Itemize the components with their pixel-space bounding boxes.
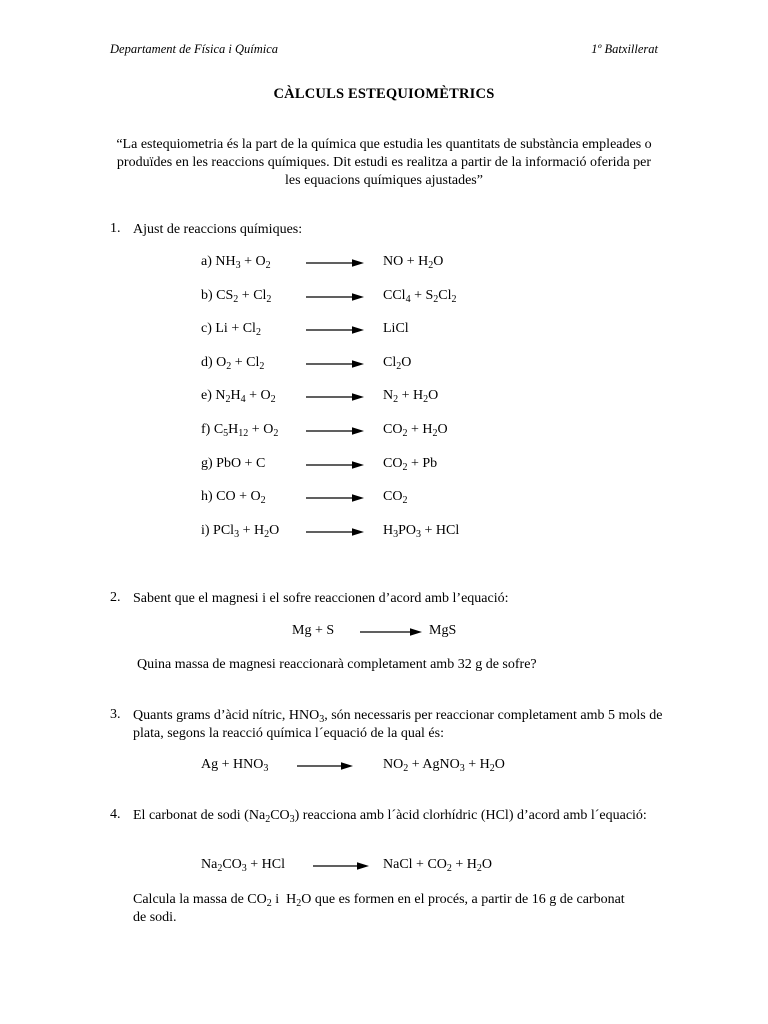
reaction-reactants: g) PbO + C — [201, 455, 266, 471]
reaction-arrow-icon — [313, 860, 369, 872]
question-3-number: 3. — [110, 707, 121, 722]
reaction-reactants: f) $C_5H_{12} + O_2$ — [201, 422, 279, 439]
question-1-text: Ajust de reaccions químiques: — [133, 222, 303, 237]
reaction-reactants: a) $NH_3 + O_2$ — [201, 254, 271, 271]
reaction-arrow-icon — [306, 526, 364, 538]
reaction-arrow-icon — [306, 391, 364, 403]
reaction-products: $CCl_4 + S_2Cl_2$ — [383, 287, 457, 305]
reaction-reactants: d) $O_2 + Cl_2$ — [201, 354, 265, 372]
header-department: Departament de Física i Química — [110, 42, 279, 56]
question-2-prompt: Quina massa de magnesi reaccionarà completament amb 32 g de sofre? — [137, 657, 537, 672]
equation-reactants: Mg + S — [292, 623, 335, 638]
question-4-number: 4. — [110, 807, 121, 822]
page-title: CÀLCULS ESTEQUIOMÈTRICS — [273, 86, 495, 102]
reaction-item — [201, 489, 521, 507]
reaction-arrow-icon — [297, 760, 353, 772]
reaction-item — [201, 456, 521, 474]
reaction-item — [201, 523, 521, 541]
reaction-item — [201, 321, 521, 339]
reaction-arrow-icon — [306, 291, 364, 303]
reaction-reactants: i) $PCl_3 + H_2O$ — [201, 522, 280, 540]
equation-reactants: $Ag + HNO_3$ — [201, 757, 269, 774]
question-2-equation — [292, 623, 492, 641]
reaction-arrow-icon — [306, 324, 364, 336]
equation-products: MgS — [429, 623, 457, 638]
reaction-products: LiCl — [383, 321, 409, 337]
equation-reactants: $Na_2CO_3$ + HCl — [201, 857, 286, 874]
reaction-products: $Cl_2O$ — [383, 354, 412, 372]
reaction-item — [201, 355, 521, 373]
reaction-products: $CO_2$ — [383, 489, 408, 507]
reaction-arrow-icon — [360, 626, 422, 638]
question-3-equation — [201, 757, 561, 775]
reaction-arrow-icon — [306, 459, 364, 471]
reaction-arrow-icon — [306, 492, 364, 504]
question-2-text: Sabent que el magnesi i el sofre reaccionen d’acord amb l’equació: — [133, 591, 509, 606]
reaction-products: $N_2 + H_2O$ — [383, 388, 439, 406]
header-course: 1º Batxillerat — [591, 42, 658, 56]
reaction-item — [201, 388, 521, 406]
reaction-item — [201, 254, 521, 272]
reaction-reactants: h) CO + $O_2$ — [201, 489, 266, 507]
reaction-products: $CO_2 + Pb$ — [383, 455, 438, 473]
reaction-reactants: c) $Li + Cl_2$ — [201, 321, 261, 339]
reaction-arrow-icon — [306, 257, 364, 269]
reaction-products: $CO_2 + H_2O$ — [383, 422, 448, 439]
question-4-equation — [201, 857, 561, 875]
question-3-text: Quants grams d’àcid nítric, $HNO_3$, són necessaris per reaccionar completament amb 5 mols de plata, segons la reacció química l´equació de la qual és: — [133, 708, 663, 741]
reaction-products: $H_3PO_3$ + HCl — [383, 522, 460, 540]
reaction-reactants: e) $N_2H_4 + O_2$ — [201, 388, 276, 406]
equation-products: $NO_2$ + AgNO$_3$ + $H_2O$ — [383, 757, 505, 774]
question-4-prompt: Calcula la massa de $CO_2$ i $H_2O$ que es formen en el procés, a partir de 16 g de carbonat de sodi. — [133, 892, 625, 925]
reaction-reactants: b) $CS_2 + Cl_2$ — [201, 287, 272, 305]
definition-quote: “La estequiometria és la part de la química que estudia les quantitats de substància empleades o produïdes en les reaccions químiques. Dit estudi es realitza a partir de la informació oferida per les equacions químiques ajustades” — [116, 137, 652, 188]
reaction-item — [201, 422, 521, 440]
reaction-item — [201, 288, 521, 306]
question-2-number: 2. — [110, 590, 121, 605]
equation-products: NaCl + $CO_2 + H_2O$ — [383, 857, 493, 874]
question-1-number: 1. — [110, 221, 121, 236]
reaction-arrow-icon — [306, 425, 364, 437]
reaction-products: NO + $H_2O$ — [383, 254, 444, 271]
question-4-text: El carbonat de sodi $(Na_2CO_3)$ reacciona amb l´àcid clorhídric (HCl) d’acord amb l´equació: — [133, 808, 647, 825]
reaction-arrow-icon — [306, 358, 364, 370]
